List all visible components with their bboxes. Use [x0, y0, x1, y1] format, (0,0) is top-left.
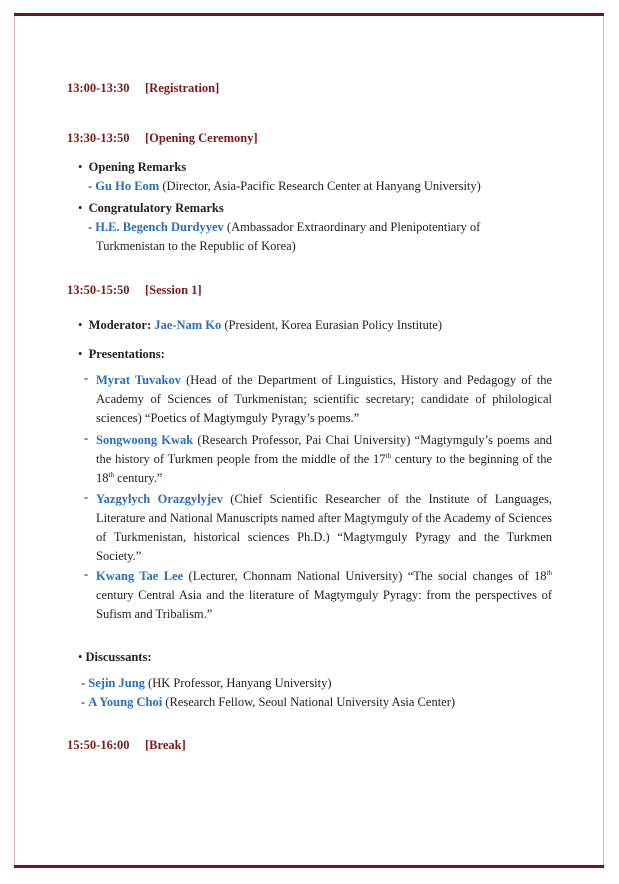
presentation-3	[96, 490, 552, 566]
presenter-name: Myrat Tuvakov	[96, 373, 181, 387]
presentation-description: century to the beginning of the 18	[96, 452, 552, 485]
presentations-label: Presentations:	[88, 347, 165, 361]
section-title: [Opening Ceremony]	[145, 131, 258, 145]
dash-icon: -	[81, 676, 86, 690]
moderator-name: Jae-Nam Ko	[154, 318, 222, 332]
presentation-description: (Head of the Department of Linguistics, History and Pedagogy of the Academy of Sciences of Turkmenistan; scientific secretary; candidate of philological sciences) “Poetics of Magtymguly Pyragy’s poems.”	[96, 373, 552, 425]
presentation-description: (Research Professor, Pai Chai University) “Magtymguly’s poems and the history of Turkmen people from the middle of the 17	[96, 433, 553, 466]
section-time: 13:00-13:30	[67, 81, 130, 95]
presentation-4	[96, 567, 552, 624]
dash-icon: -	[84, 567, 89, 581]
discussant-affiliation: (HK Professor, Hanyang University)	[148, 676, 332, 690]
bullet-icon: •	[78, 201, 83, 215]
speaker-name: Gu Ho Eom	[95, 179, 160, 193]
speaker-name: H.E. Begench Durdyyev	[95, 220, 224, 234]
presentation-description: (Lecturer, Chonnam National University) “The social changes of 18	[188, 569, 547, 583]
section-time: 15:50-16:00	[67, 738, 130, 752]
bullet-icon: •	[78, 160, 83, 174]
top-rule	[14, 13, 604, 16]
presentation-description: century Central Asia and the literature of Magtymguly Pyragy: from the perspectives of Sufism and Tribalism.”	[96, 588, 552, 621]
congratulatory-remarks-label: Congratulatory Remarks	[88, 201, 224, 215]
opening-remarks-label: Opening Remarks	[88, 160, 187, 174]
section-registration	[67, 81, 219, 96]
congratulatory-remarks-item	[78, 199, 224, 218]
presenter-name: Kwang Tae Lee	[96, 569, 184, 583]
presentation-description: (Chief Scientific Researcher of the Institute of Languages, Literature and National Manuscripts named after Magtymguly of the Academy of Sciences of Turkmenistan, historical sciences Ph.D.) “Magtymguly Pyragy and the Turkmen Society.”	[96, 492, 553, 563]
bottom-rule	[14, 865, 604, 868]
presentation-description: century.”	[113, 471, 163, 485]
discussant-affiliation: (Research Fellow, Seoul National University Asia Center)	[165, 695, 456, 709]
section-title: [Registration]	[145, 81, 220, 95]
presentation-1	[96, 371, 552, 428]
dash-icon: -	[84, 490, 89, 504]
section-title: [Break]	[145, 738, 186, 752]
bullet-icon: •	[78, 347, 83, 361]
bullet-icon: •	[78, 318, 83, 332]
dash-icon: -	[88, 179, 93, 193]
section-session-1	[67, 283, 202, 298]
speaker-affiliation: (Director, Asia-Pacific Research Center at Hanyang University)	[162, 179, 481, 193]
moderator-label: Moderator:	[88, 318, 152, 332]
superscript: th	[385, 451, 391, 460]
presentations-item	[78, 345, 165, 364]
discussant-2	[81, 693, 455, 712]
dash-icon: -	[84, 431, 89, 445]
opening-remarks-item	[78, 158, 186, 177]
dash-icon: -	[84, 371, 89, 385]
presenter-name: Yazgylych Orazgylyjev	[96, 492, 223, 506]
section-time: 13:50-15:50	[67, 283, 130, 297]
presentation-2	[96, 431, 552, 488]
section-time: 13:30-13:50	[67, 131, 130, 145]
section-break	[67, 738, 186, 753]
superscript: th	[108, 470, 114, 479]
congratulatory-remarks-speaker	[88, 218, 480, 237]
discussants-label: Discussants:	[85, 650, 152, 664]
moderator-affiliation: (President, Korea Eurasian Policy Institute)	[224, 318, 443, 332]
dash-icon: -	[88, 220, 93, 234]
speaker-affiliation: (Ambassador Extraordinary and Plenipotentiary of	[226, 220, 481, 234]
discussant-1	[81, 674, 332, 693]
discussants-item	[78, 648, 152, 667]
discussant-name: A Young Choi	[88, 695, 163, 709]
discussant-name: Sejin Jung	[88, 676, 145, 690]
bullet-icon: •	[78, 650, 83, 664]
dash-icon: -	[81, 695, 86, 709]
section-title: [Session 1]	[145, 283, 202, 297]
presenter-name: Songwoong Kwak	[96, 433, 194, 447]
opening-remarks-speaker	[88, 177, 481, 196]
moderator-item	[78, 316, 442, 335]
speaker-affiliation-continued: Turkmenistan to the Republic of Korea)	[96, 239, 296, 253]
superscript: th	[546, 568, 552, 577]
section-opening-ceremony	[67, 131, 258, 146]
